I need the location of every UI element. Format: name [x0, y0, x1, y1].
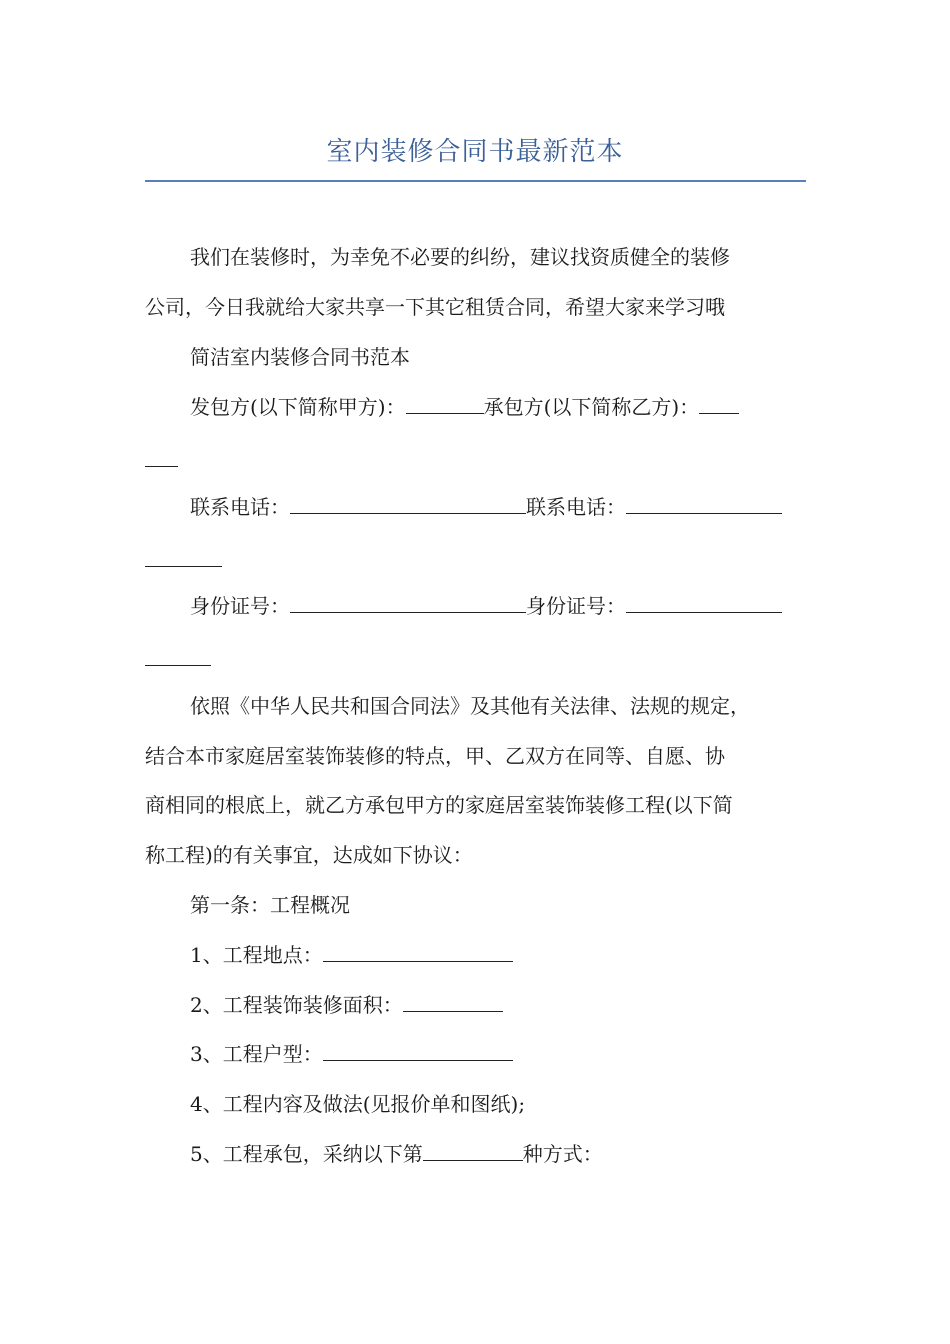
party-b-label: 承包方(以下简称乙方)： [483, 395, 700, 419]
intro-paragraph-line-2: 公司，今日我就给大家共享一下其它租赁合同，希望大家来学习哦 [145, 295, 725, 319]
phone-line [190, 493, 870, 521]
id-b-blank [626, 594, 782, 613]
phone-b-blank-continued [145, 566, 222, 567]
phone-label-b: 联系电话： [526, 495, 626, 519]
item-2-blank [403, 993, 503, 1012]
id-line [190, 592, 870, 620]
party-a-label: 发包方(以下简称甲方)： [190, 395, 406, 419]
basis-paragraph-line-2: 结合本市家庭居室装饰装修的特点，甲、乙双方在同等、自愿、协 [145, 744, 725, 768]
item-1-label: 1、工程地点： [190, 943, 323, 967]
parties-line [190, 393, 870, 421]
title-underline [145, 180, 806, 182]
phone-a-blank [290, 495, 526, 514]
item-4: 4、工程内容及做法(见报价单和图纸); [190, 1092, 526, 1116]
item-2-label: 2、工程装饰装修面积： [190, 993, 403, 1017]
item-3-label: 3、工程户型： [190, 1042, 323, 1066]
item-3 [190, 1040, 870, 1068]
item-1 [190, 941, 870, 969]
document-title: 室内装修合同书最新范本 [326, 137, 624, 167]
item-3-blank [323, 1042, 513, 1061]
item-5 [190, 1140, 870, 1168]
party-a-blank [406, 395, 484, 414]
party-b-blank-continued [145, 466, 178, 467]
item-5-label-start: 5、工程承包，采纳以下第 [190, 1142, 423, 1166]
item-5-label-end: 种方式： [522, 1142, 603, 1166]
id-b-blank-continued [145, 665, 211, 666]
phone-label-a: 联系电话： [190, 495, 290, 519]
id-label-a: 身份证号： [190, 594, 290, 618]
item-2 [190, 991, 870, 1019]
basis-paragraph-line-1: 依照《中华人民共和国合同法》及其他有关法律、法规的规定， [190, 694, 750, 718]
party-b-blank [699, 395, 739, 414]
item-5-blank [423, 1142, 523, 1161]
intro-paragraph-line-1: 我们在装修时，为幸免不必要的纠纷，建议找资质健全的装修 [190, 245, 730, 269]
phone-b-blank [626, 495, 782, 514]
basis-paragraph-line-3: 商相同的根底上，就乙方承包甲方的家庭居室装饰装修工程(以下简 [145, 793, 733, 817]
subtitle: 简洁室内装修合同书范本 [190, 345, 410, 369]
id-label-b: 身份证号： [526, 594, 626, 618]
item-1-blank [323, 943, 513, 962]
article-1-heading: 第一条：工程概况 [190, 893, 350, 917]
basis-paragraph-line-4: 称工程)的有关事宜，达成如下协议： [145, 843, 473, 867]
id-a-blank [290, 594, 526, 613]
